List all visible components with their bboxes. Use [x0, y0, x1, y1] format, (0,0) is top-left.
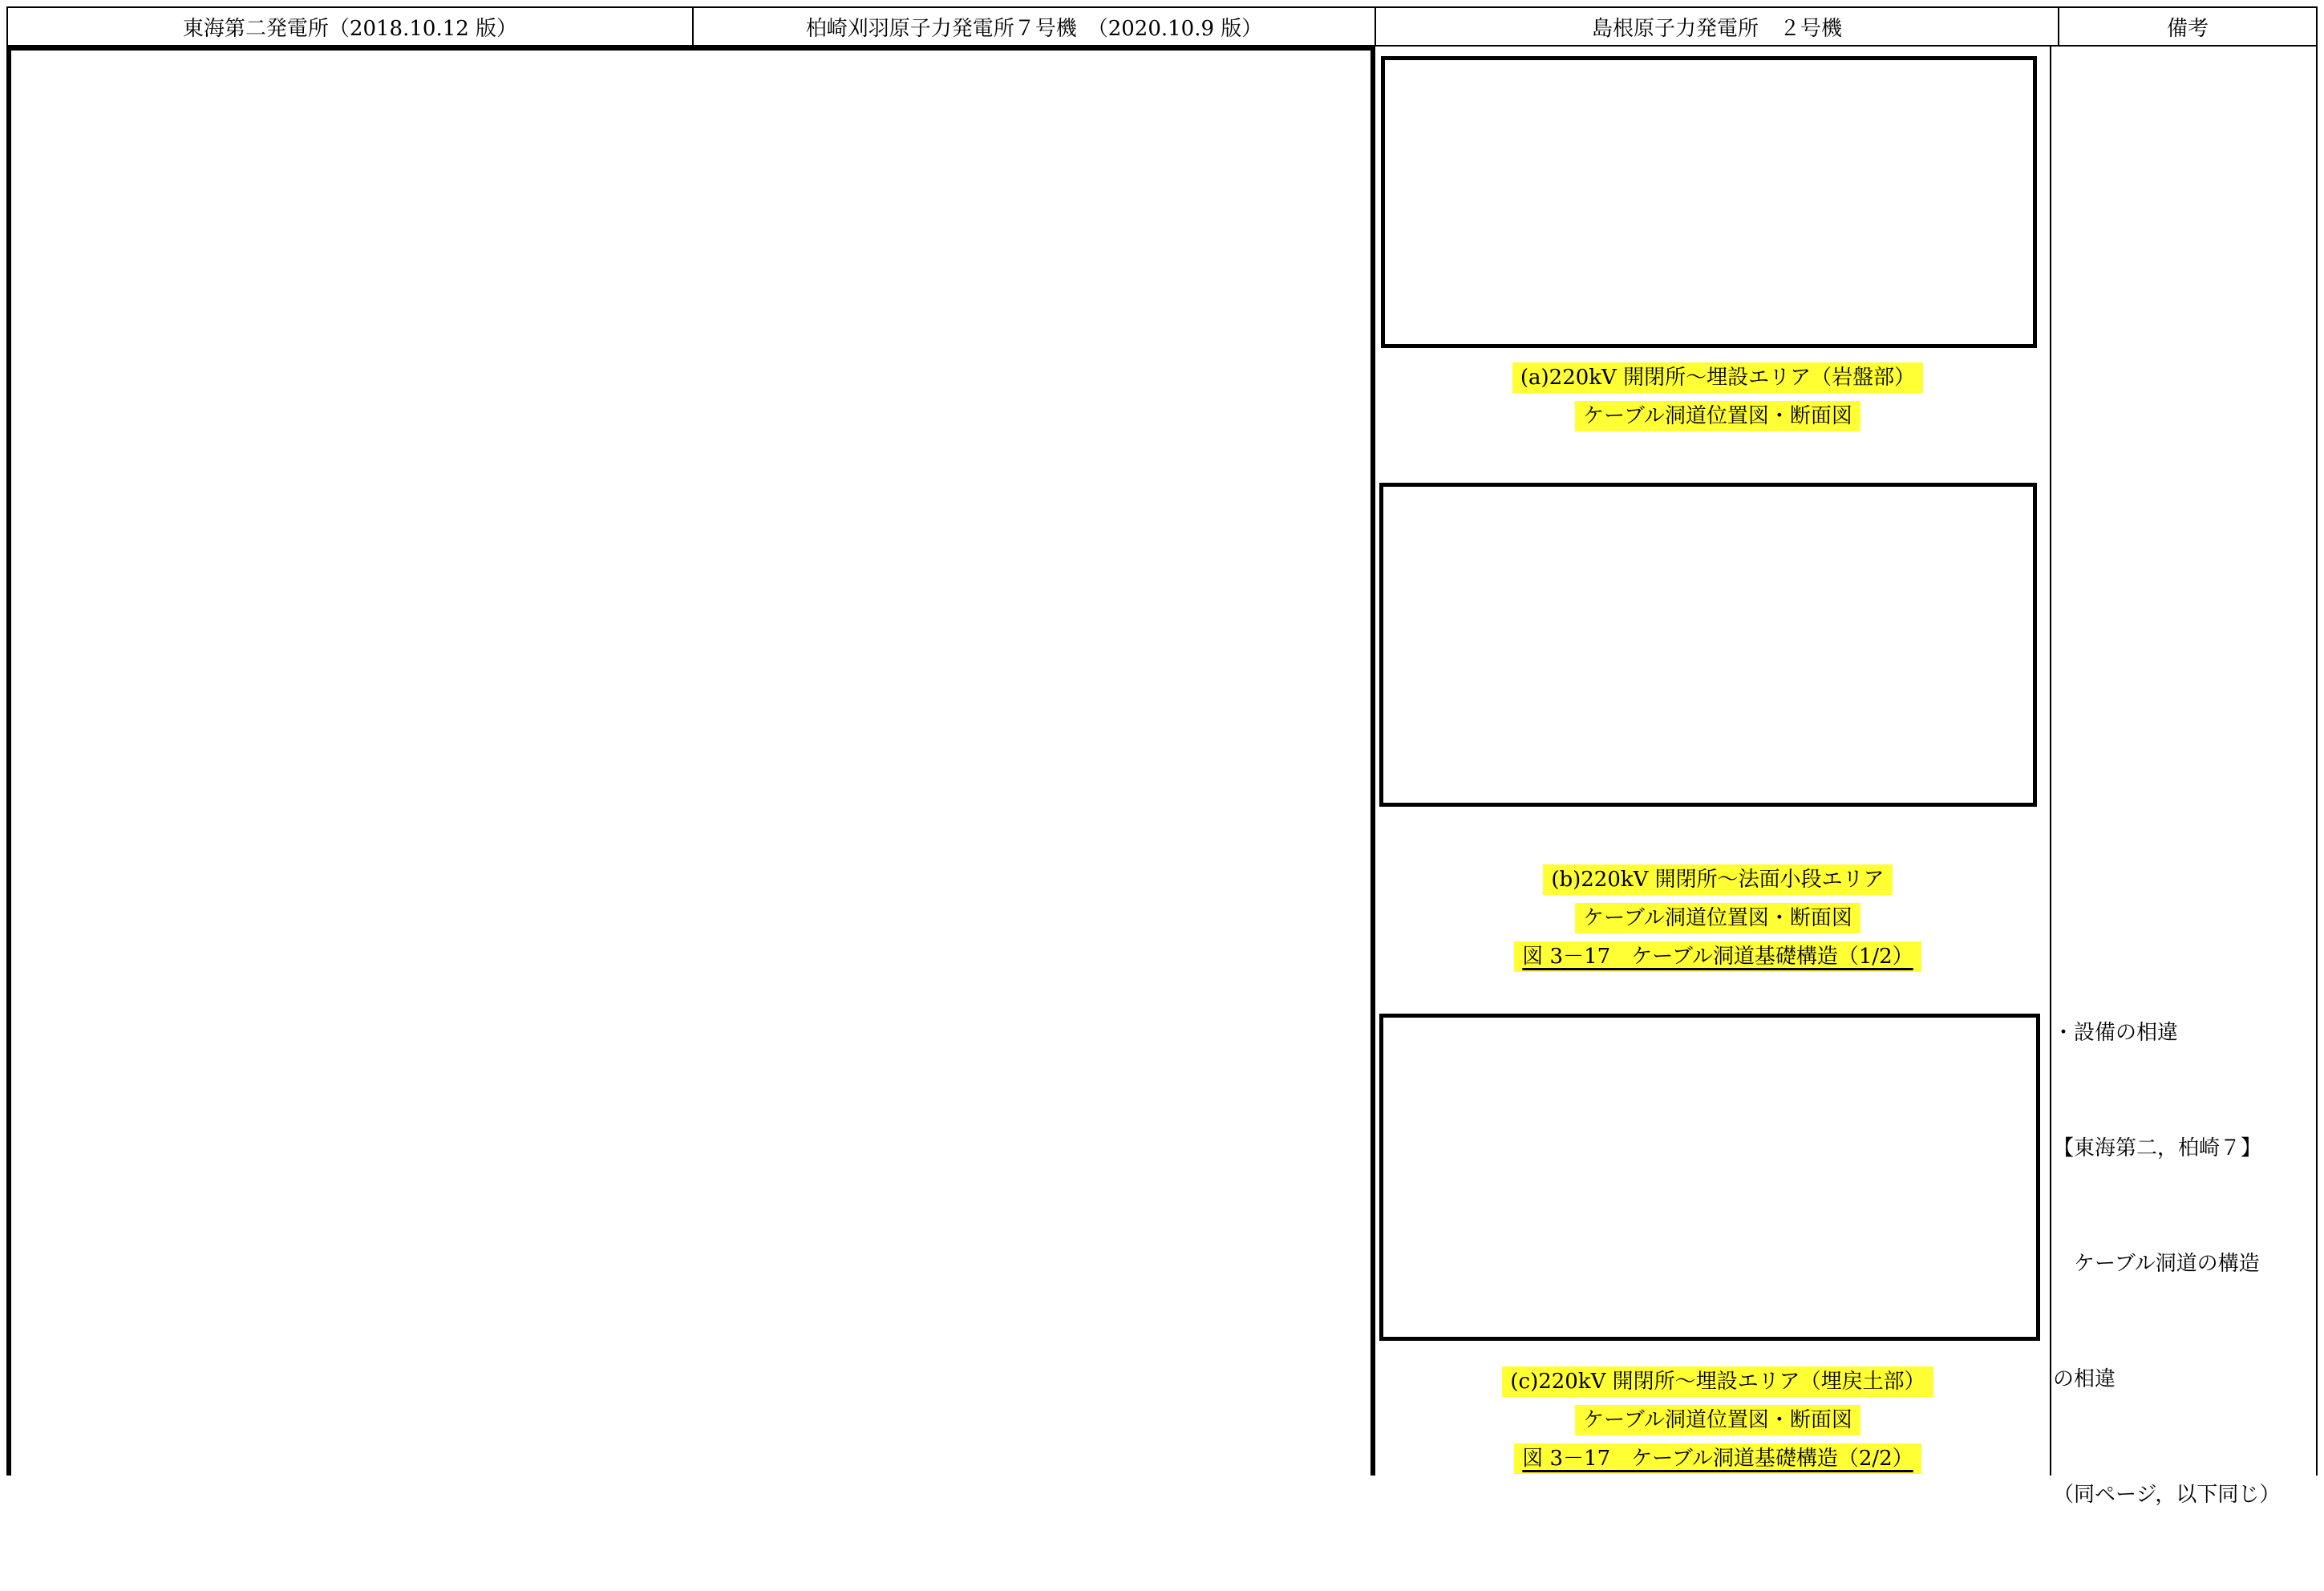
figure-c-caption-line1: (c)220kV 開閉所～埋設エリア（埋戻土部） — [1381, 1368, 2055, 1395]
figure-b-caption-line2: ケーブル洞道位置図・断面図 — [1381, 905, 2055, 932]
remarks-line: 【東海第二，柏崎７】 — [2053, 1136, 2262, 1160]
left-table-border — [6, 47, 11, 1476]
figure-b-caption-title: 図 3－17 ケーブル洞道基礎構造（1/2） — [1381, 943, 2055, 970]
remarks-text — [2053, 937, 2318, 1591]
remarks-line: の相違 — [2053, 1367, 2116, 1391]
header-tokai-daini: 東海第二発電所（2018.10.12 版） — [8, 8, 694, 45]
figure-b-caption-line1: (b)220kV 開閉所～法面小段エリア — [1381, 866, 2055, 893]
figure-c-caption-title: 図 3－17 ケーブル洞道基礎構造（2/2） — [1381, 1445, 2055, 1472]
table-header-row — [6, 6, 2318, 47]
header-kashiwazaki-kariwa: 柏崎刈羽原子力発電所７号機 （2020.10.9 版） — [694, 8, 1376, 45]
header-remarks: 備考 — [2166, 16, 2209, 41]
figure-c-box — [1379, 1014, 2040, 1341]
remarks-line: （同ページ，以下同じ） — [2053, 1483, 2281, 1507]
remarks-line: ケーブル洞道の構造 — [2053, 1252, 2260, 1276]
remarks-line: ・設備の相違 — [2053, 1021, 2179, 1045]
figure-a-caption-line2: ケーブル洞道位置図・断面図 — [1381, 403, 2055, 430]
figure-c-caption-line2: ケーブル洞道位置図・断面図 — [1381, 1407, 2055, 1434]
left-section-top-border — [11, 47, 1375, 51]
column-divider-shimane — [1371, 47, 1375, 1476]
header-shimane: 島根原子力発電所 ２号機 — [1376, 8, 2059, 45]
figure-a-caption-line1: (a)220kV 開閉所～埋設エリア（岩盤部） — [1381, 364, 2055, 391]
column-divider-remarks — [2050, 47, 2051, 1476]
figure-a-box — [1381, 56, 2037, 348]
figure-b-box — [1379, 483, 2037, 807]
